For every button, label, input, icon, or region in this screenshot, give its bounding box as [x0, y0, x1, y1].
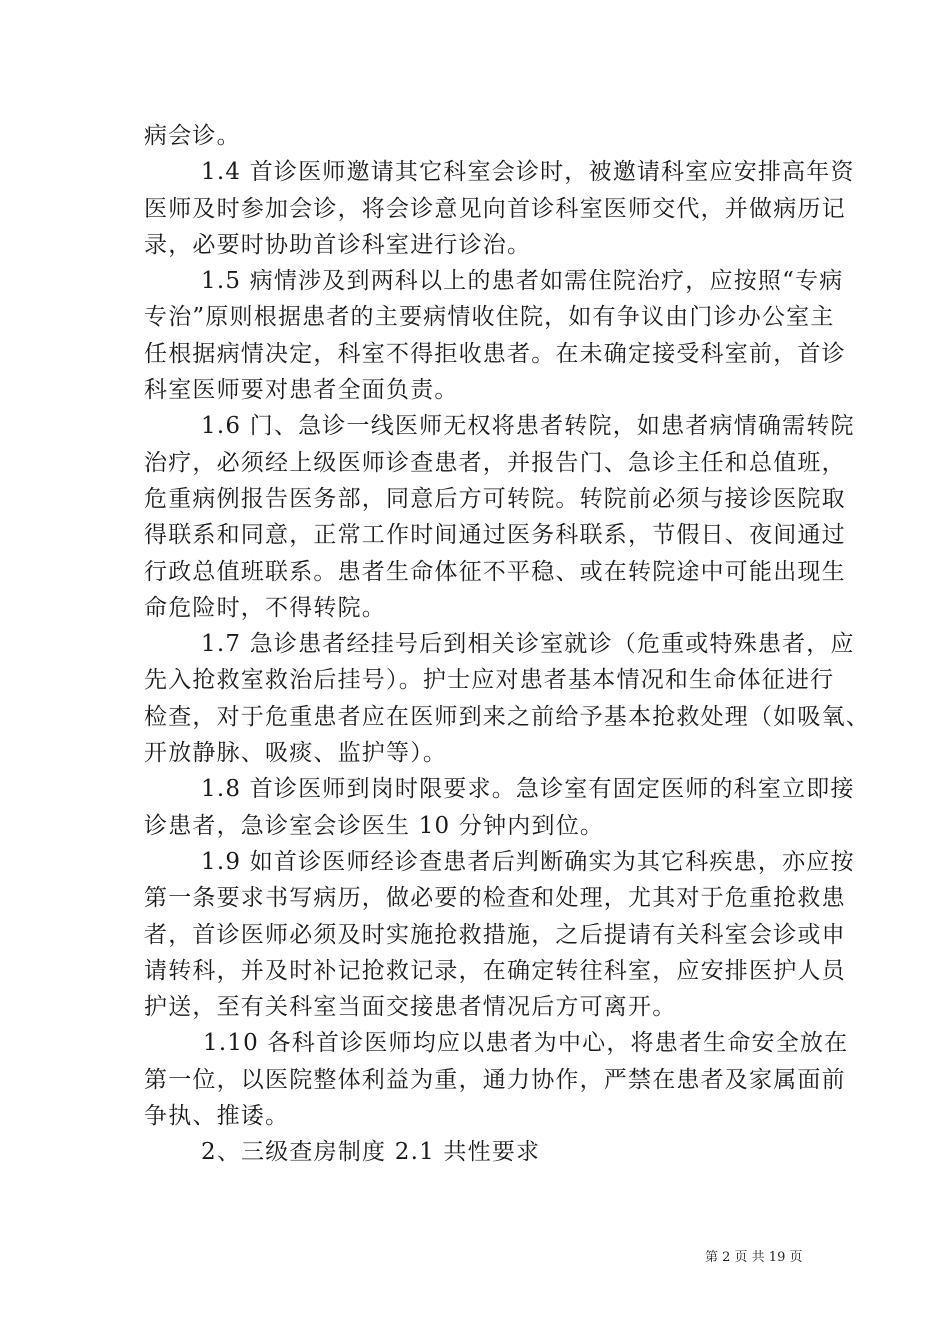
text-line: 危重病例报告医务部，同意后方可转院。转院前必须与接诊医院取	[144, 485, 846, 512]
text-line: 命危险时，不得转院。	[144, 594, 386, 621]
document-body	[144, 118, 870, 1171]
text-line: 争执、推诿。	[144, 1103, 290, 1130]
text-line: 请转科，并及时补记抢救记录，在确定转往科室，应安排医护人员	[144, 957, 846, 984]
text-line: 先入抢救室救治后挂号）。护士应对患者基本情况和生命体征进行	[144, 667, 835, 694]
text-line: 治疗，必须经上级医师诊查患者，并报告门、急诊主任和总值班，	[144, 449, 846, 476]
text-line: 医师及时参加会诊，将会诊意见向首诊科室医师交代，并做病历记	[144, 195, 846, 222]
paragraph-1-4-first-line: 1.4 首诊医师邀请其它科室会诊时，被邀请科室应安排高年资	[201, 159, 855, 186]
text-line: 第一位，以医院整体利益为重，通力协作，严禁在患者及家属面前	[144, 1066, 846, 1093]
page-number-footer: 第 2 页 共 19 页	[705, 1250, 803, 1265]
text-line: 得联系和同意，正常工作时间通过医务科联系，节假日、夜间通过	[144, 522, 846, 549]
section-2-heading: 2、三级查房制度 2.1 共性要求	[201, 1139, 541, 1166]
paragraph-1-8-first-line: 1.8 首诊医师到岗时限要求。急诊室有固定医师的科室立即接	[201, 776, 855, 803]
text-line: 科室医师要对患者全面负责。	[144, 377, 459, 404]
text-line: 病会诊。	[144, 123, 241, 149]
text-line: 护送，至有关科室当面交接患者情况后方可离开。	[144, 994, 677, 1021]
paragraph-1-7-first-line: 1.7 急诊患者经挂号后到相关诊室就诊（危重或特殊患者，应	[201, 631, 855, 658]
text-line: 诊患者，急诊室会诊医生 10 分钟内到位。	[144, 812, 605, 839]
paragraph-1-10-first-line: 1.10 各科首诊医师均应以患者为中心，将患者生命安全放在	[203, 1030, 849, 1057]
text-line: 第一条要求书写病历，做必要的检查和处理，尤其对于危重抢救患	[144, 885, 846, 912]
text-line: 任根据病情决定，科室不得拒收患者。在未确定接受科室前，首诊	[144, 340, 846, 367]
text-line: 录，必要时协助首诊科室进行诊治。	[144, 231, 532, 258]
text-line: 行政总值班联系。患者生命体征不平稳、或在转院途中可能出现生	[144, 558, 846, 585]
paragraph-1-6-first-line: 1.6 门、急诊一线医师无权将患者转院，如患者病情确需转院	[201, 413, 855, 440]
text-line: 开放静脉、吸痰、监护等）。	[144, 740, 448, 767]
paragraph-1-5-first-line: 1.5 病情涉及到两科以上的患者如需住院治疗，应按照“专病	[201, 268, 844, 295]
paragraph-1-9-first-line: 1.9 如首诊医师经诊查患者后判断确实为其它科疾患，亦应按	[201, 848, 855, 875]
text-line: 者，首诊医师必须及时实施抢救措施，之后提请有关科室会诊或申	[144, 921, 846, 948]
text-line: 专治”原则根据患者的主要病情收住院，如有争议由门诊办公室主	[144, 304, 835, 331]
text-line: 检查，对于危重患者应在医师到来之前给予基本抢救处理（如吸氧、	[144, 703, 870, 730]
